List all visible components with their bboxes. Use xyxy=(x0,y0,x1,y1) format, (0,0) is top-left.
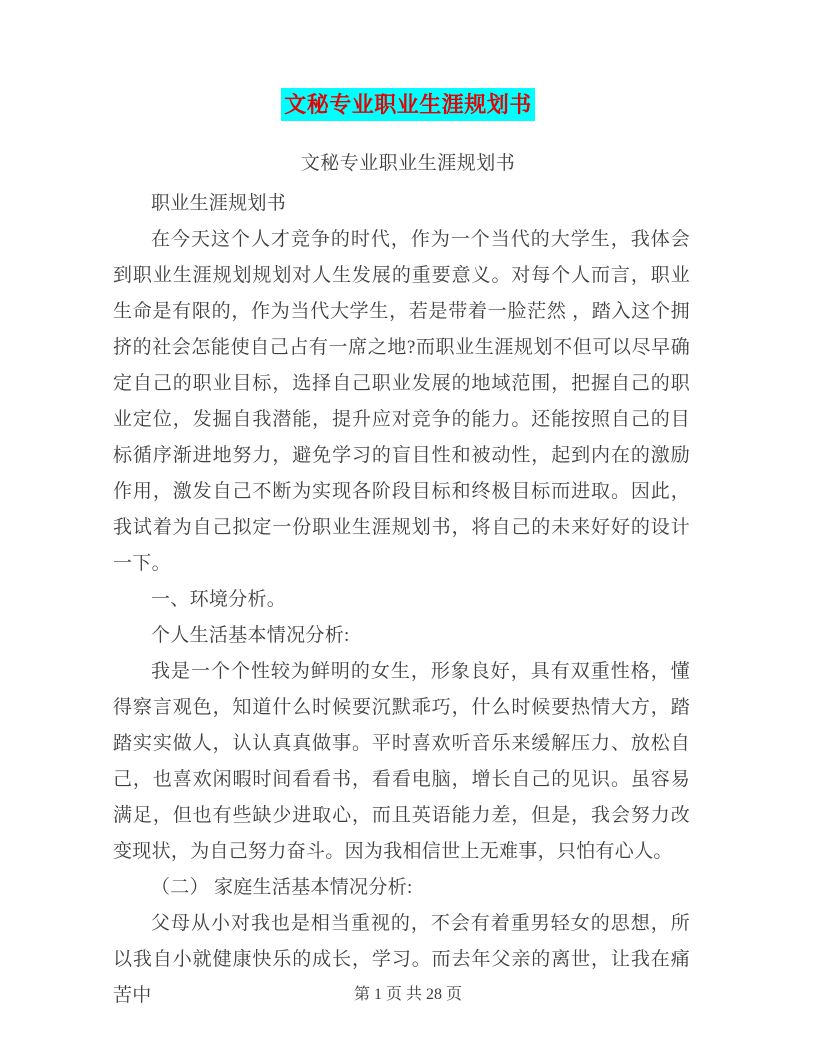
paragraph-family-analysis: 父母从小对我也是相当重视的，不会有着重男轻女的思想，所以我自小就健康快乐的成长，学习。而去年父亲的离世，让我在痛苦中 xyxy=(113,913,690,1006)
paragraph-family-heading: （二） 家庭生活基本情况分析: xyxy=(151,877,413,898)
paragraph-subsection-heading: 个人生活基本情况分析: xyxy=(151,625,350,646)
document-title: 文秘专业职业生涯规划书 xyxy=(281,88,535,121)
page-number-footer: 第 1 页 共 28 页 xyxy=(353,986,462,1003)
paragraph-section-heading: 一、环境分析。 xyxy=(151,589,287,610)
paragraph-intro: 在今天这个人才竞争的时代，作为一个当代的大学生，我体会到职业生涯规划规划对人生发展的重要意义。对每个人而言，职业生命是有限的，作为当代大学生，若是带着一脸茫然 ，踏入这个拥挤的社会怎能使自己占有一席之地?而职业生涯规划不但可以尽早确定自己的职业目标，选择自己职业发展的地域范围，把握自己的职业定位，发掘自我潜能，提升应对竞争的能力。还能按照自己的目标循序渐进地努力，避免学习的盲目性和被动性，起到内在的激励作用，激发自己不断为实现各阶段目标和终极目标而进取。因此，我试着为自己拟定一份职业生涯规划书，将自己的未来好好的设计一下。 xyxy=(113,229,690,574)
paragraph-personal-analysis: 我是一个个性较为鲜明的女生，形象良好，具有双重性格，懂得察言观色，知道什么时候要沉默乖巧，什么时候要热情大方，踏踏实实做人，认认真真做事。平时喜欢听音乐来缓解压力、放松自己，也喜欢闲暇时间看看书，看看电脑，增长自己的见识。虽容易满足，但也有些缺少进取心，而且英语能力差，但是，我会努力改变现状，为自己努力奋斗。因为我相信世上无难事，只怕有心人。 xyxy=(113,661,690,862)
document-body xyxy=(113,186,690,1014)
paragraph-heading-small: 职业生涯规划书 xyxy=(151,193,287,214)
document-subtitle: 文秘专业职业生涯规划书 xyxy=(300,153,516,174)
title-row xyxy=(0,88,816,121)
